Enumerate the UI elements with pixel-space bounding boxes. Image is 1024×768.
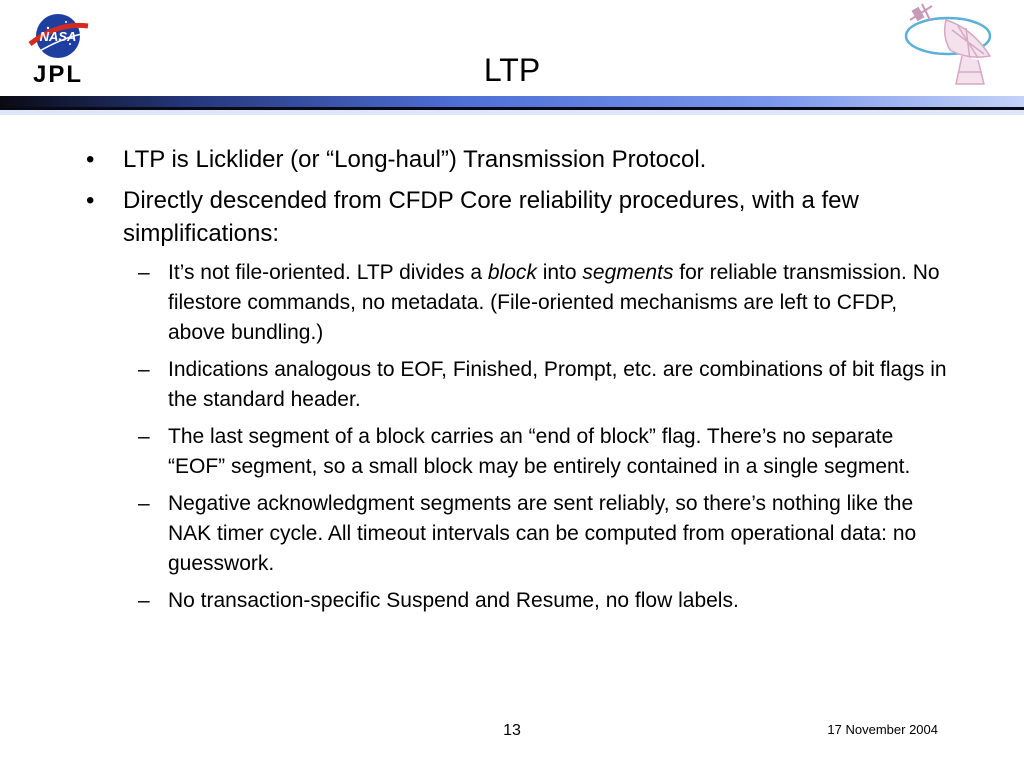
emphasis-block: block <box>487 261 537 284</box>
sub-bullet-item <box>138 422 950 482</box>
svg-text:JPL: JPL <box>32 61 84 88</box>
dash-marker: – <box>138 358 150 381</box>
dash-marker: – <box>138 425 150 448</box>
sub-bullet-item <box>138 355 950 415</box>
emphasis-segments: segments <box>582 261 674 284</box>
bullet-text: Directly descended from CFDP Core reliability procedures, with a few simplifications: <box>123 187 859 247</box>
dash-marker: – <box>138 492 150 515</box>
satellite-icon <box>910 4 932 21</box>
sub-bullet-item <box>138 258 950 348</box>
sub-bullet-text: No transaction-specific Suspend and Resume, no flow labels. <box>168 589 739 612</box>
bullet-item <box>80 184 950 250</box>
slide-body <box>80 143 950 623</box>
header-gradient-bar <box>0 96 1024 116</box>
sub-bullet-text: Negative acknowledgment segments are sent reliably, so there’s nothing like the NAK timer cycle. All timeout intervals can be computed from operational data: no guesswork. <box>168 492 917 575</box>
svg-text:NASA: NASA <box>39 29 77 44</box>
page-number: 13 <box>503 722 521 739</box>
bullet-marker: • <box>86 146 95 173</box>
sub-bullet-item <box>138 586 950 616</box>
sub-bullet-item <box>138 489 950 579</box>
sub-bullet-text: It’s not file-oriented. LTP divides a block into segments for reliable transmission. No filestore commands, no metadata. (File-oriented mechanisms are left to CFDP, above bundling.) <box>168 261 940 344</box>
slide-title: LTP <box>483 52 541 88</box>
bullet-text: LTP is Licklider (or “Long-haul”) Transmission Protocol. <box>123 146 707 173</box>
dash-marker: – <box>138 589 150 612</box>
dash-marker: – <box>138 261 150 284</box>
sub-bullet-text: The last segment of a block carries an “end of block” flag. There’s no separate “EOF” segment, so a small block may be entirely contained in a single segment. <box>168 425 911 478</box>
footer-date: 17 November 2004 <box>827 722 938 737</box>
sub-bullet-text: Indications analogous to EOF, Finished, Prompt, etc. are combinations of bit flags in the standard header. <box>168 358 947 411</box>
bullet-marker: • <box>86 187 95 214</box>
bullet-item <box>80 143 950 176</box>
